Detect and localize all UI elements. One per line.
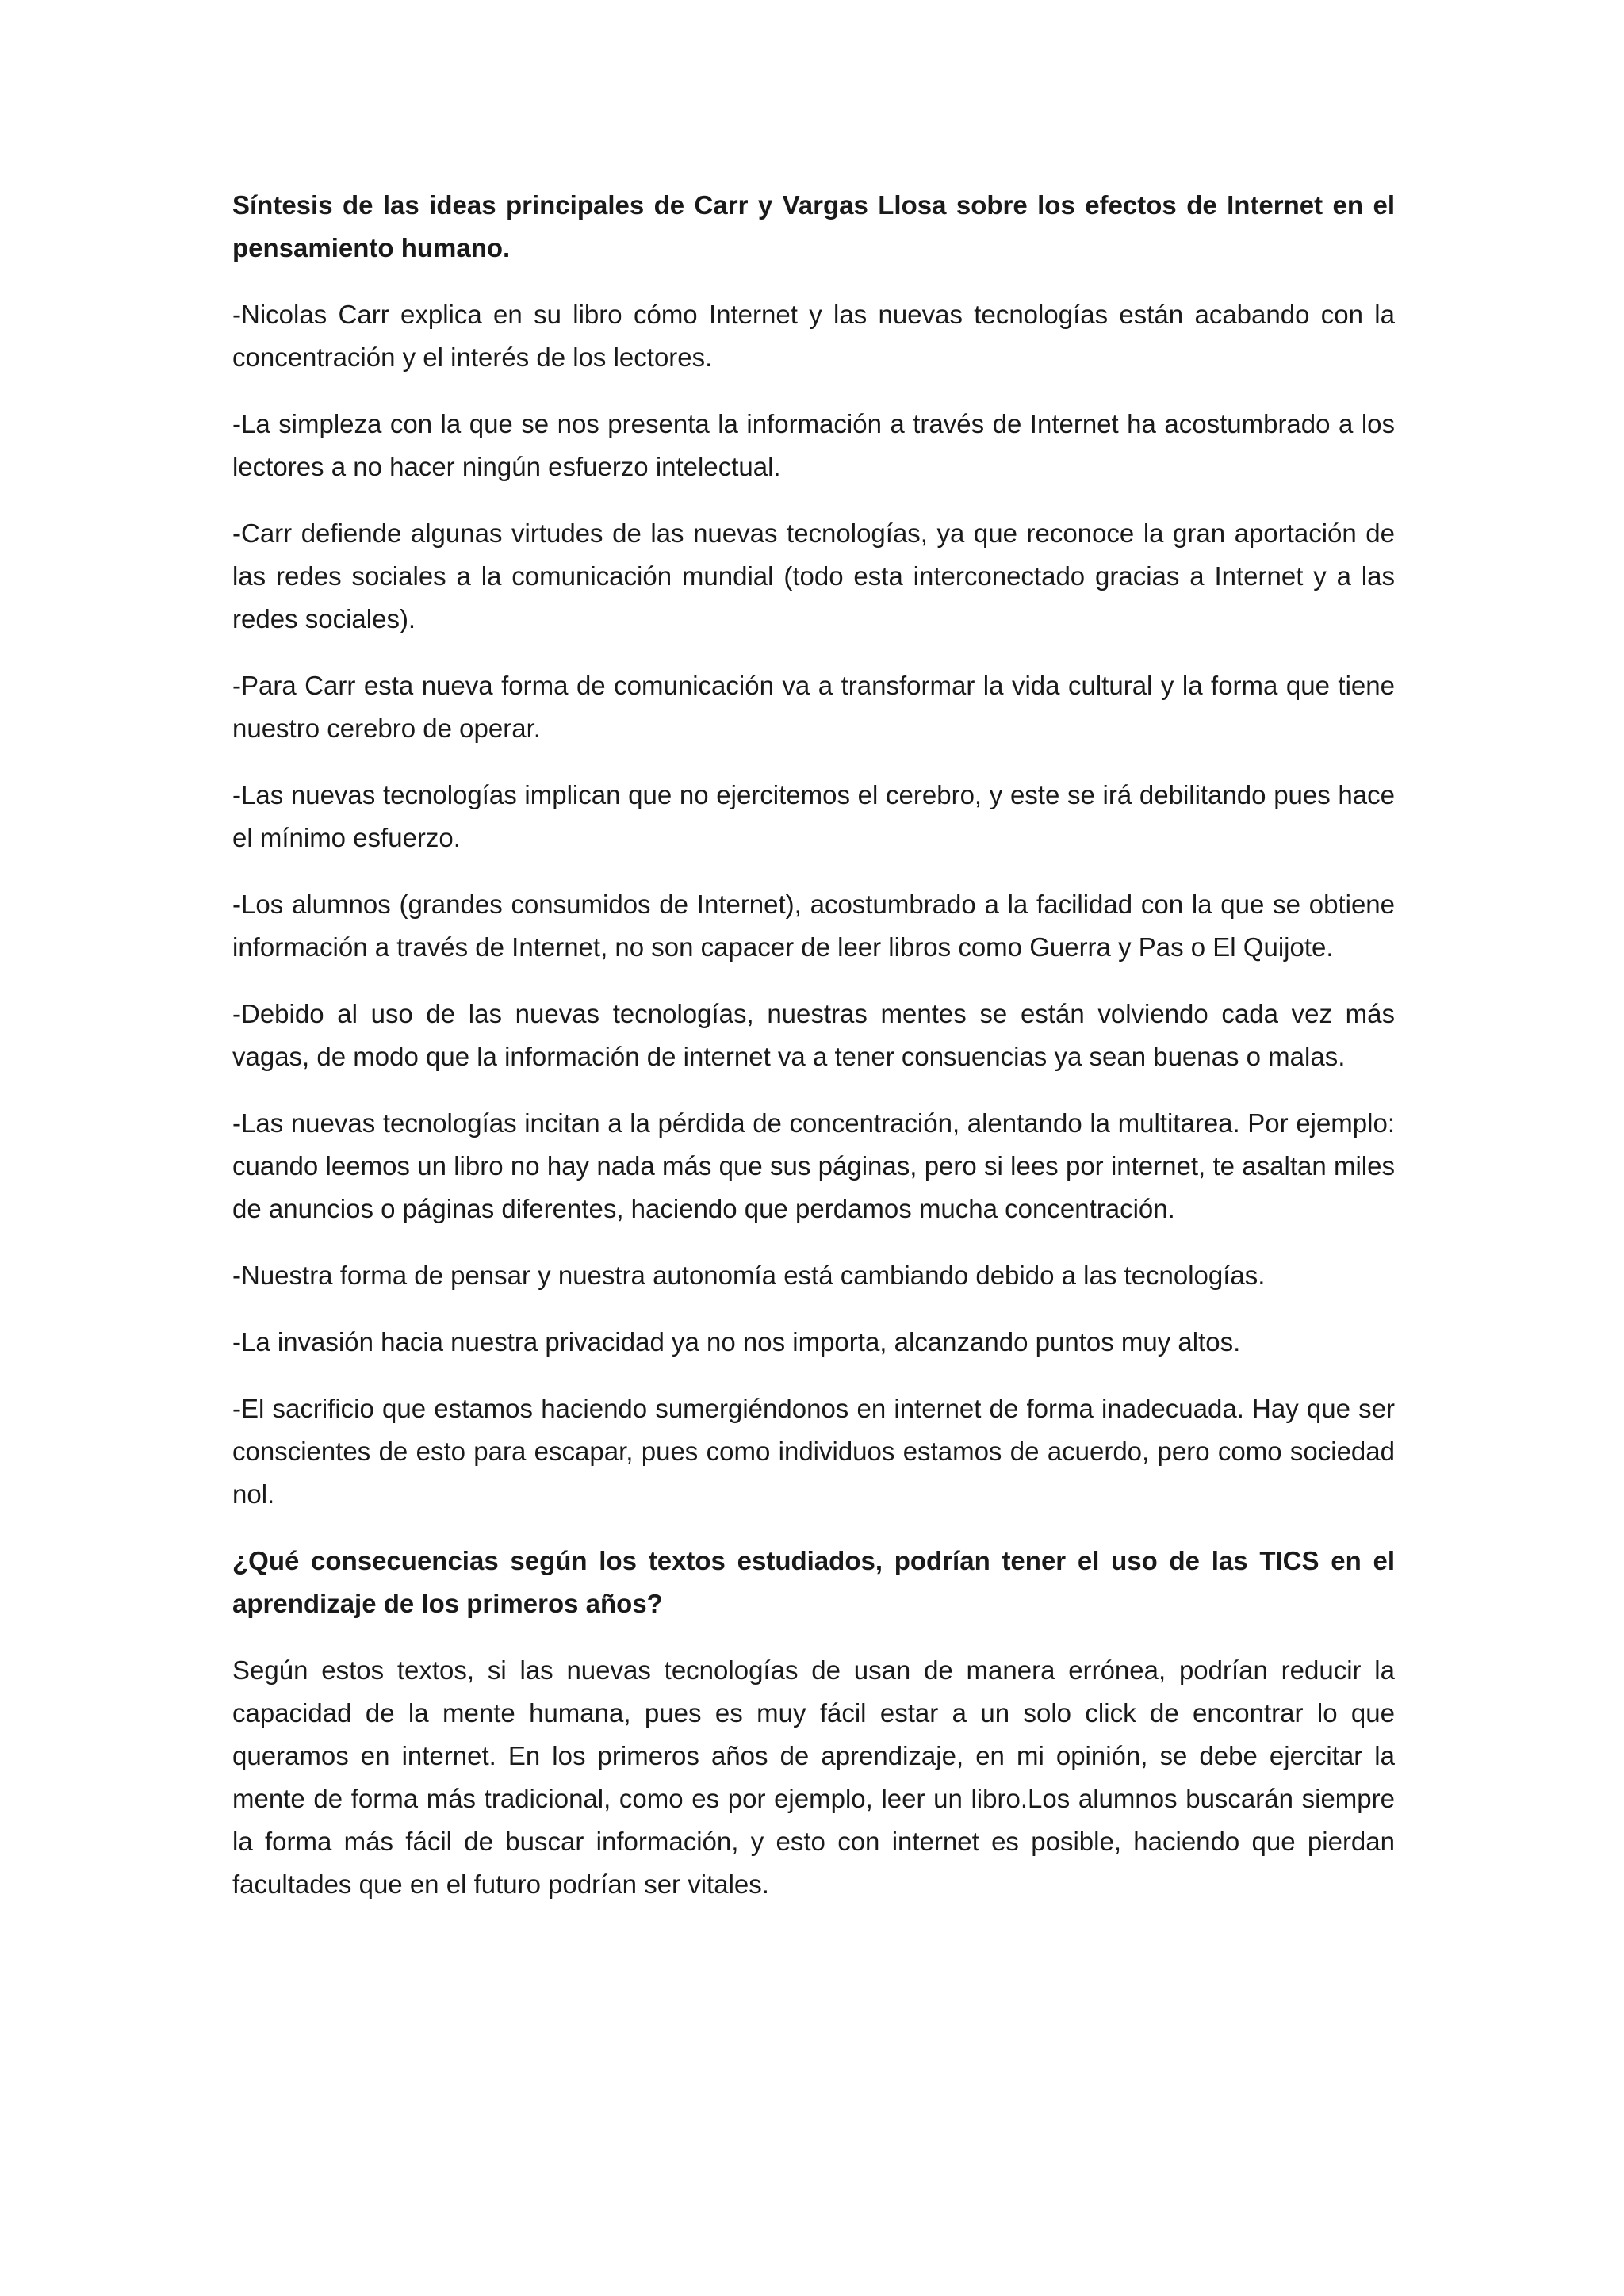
paragraph-cerebro: -Las nuevas tecnologías implican que no ejercitemos el cerebro, y este se irá debilitando pues hace el mínimo esfuerzo.	[232, 780, 1395, 852]
paragraph-multitarea: -Las nuevas tecnologías incitan a la pérdida de concentración, alentando la multitarea. Por ejemplo: cuando leemos un libro no hay nada más que sus páginas, pero si lees por internet, te asaltan miles de anuncios o páginas diferentes, haciendo que perdamos mucha concentración.	[232, 1108, 1395, 1223]
section-heading-consecuencias: ¿Qué consecuencias según los textos estudiados, podrían tener el uso de las TICS en el aprendizaje de los primeros años?	[232, 1546, 1395, 1618]
paragraph-sacrificio: -El sacrificio que estamos haciendo sumergiéndonos en internet de forma inadecuada. Hay que ser conscientes de esto para escapar, pues como individuos estamos de acuerdo, pero como sociedad nol.	[232, 1394, 1395, 1509]
paragraph-simpleza: -La simpleza con la que se nos presenta la información a través de Internet ha acostumbrado a los lectores a no hacer ningún esfuerzo intelectual.	[232, 409, 1395, 481]
section-heading-synthesis: Síntesis de las ideas principales de Carr y Vargas Llosa sobre los efectos de Internet en el pensamiento humano.	[232, 190, 1395, 262]
paragraph-alumnos: -Los alumnos (grandes consumidos de Internet), acostumbrado a la facilidad con la que se obtiene información a través de Internet, no son capacer de leer libros como Guerra y Pas o El Quijote.	[232, 890, 1395, 962]
document-body	[232, 184, 1395, 1930]
paragraph-carr-concentration: -Nicolas Carr explica en su libro cómo Internet y las nuevas tecnologías están acabando con la concentración y el interés de los lectores.	[232, 300, 1395, 372]
paragraph-autonomia: -Nuestra forma de pensar y nuestra autonomía está cambiando debido a las tecnologías.	[232, 1261, 1266, 1290]
paragraph-vida-cultural: -Para Carr esta nueva forma de comunicación va a transformar la vida cultural y la forma que tiene nuestro cerebro de operar.	[232, 671, 1395, 743]
paragraph-virtudes: -Carr defiende algunas virtudes de las nuevas tecnologías, ya que reconoce la gran aportación de las redes sociales a la comunicación mundial (todo esta interconectado gracias a Internet y a las redes sociales).	[232, 519, 1395, 633]
paragraph-privacidad: -La invasión hacia nuestra privacidad ya no nos importa, alcanzando puntos muy altos.	[232, 1327, 1241, 1357]
paragraph-conclusion: Según estos textos, si las nuevas tecnologías de usan de manera errónea, podrían reducir la capacidad de la mente humana, pues es muy fácil estar a un solo click de encontrar lo que queramos en internet. En los primeros años de aprendizaje, en mi opinión, se debe ejercitar la mente de forma más tradicional, como es por ejemplo, leer un libro.Los alumnos buscarán siempre la forma más fácil de buscar información, y esto con internet es posible, haciendo que pierdan facultades que en el futuro podrían ser vitales.	[232, 1655, 1395, 1899]
paragraph-mentes-vagas: -Debido al uso de las nuevas tecnologías, nuestras mentes se están volviendo cada vez más vagas, de modo que la información de internet va a tener consuencias ya sean buenas o malas.	[232, 999, 1395, 1071]
